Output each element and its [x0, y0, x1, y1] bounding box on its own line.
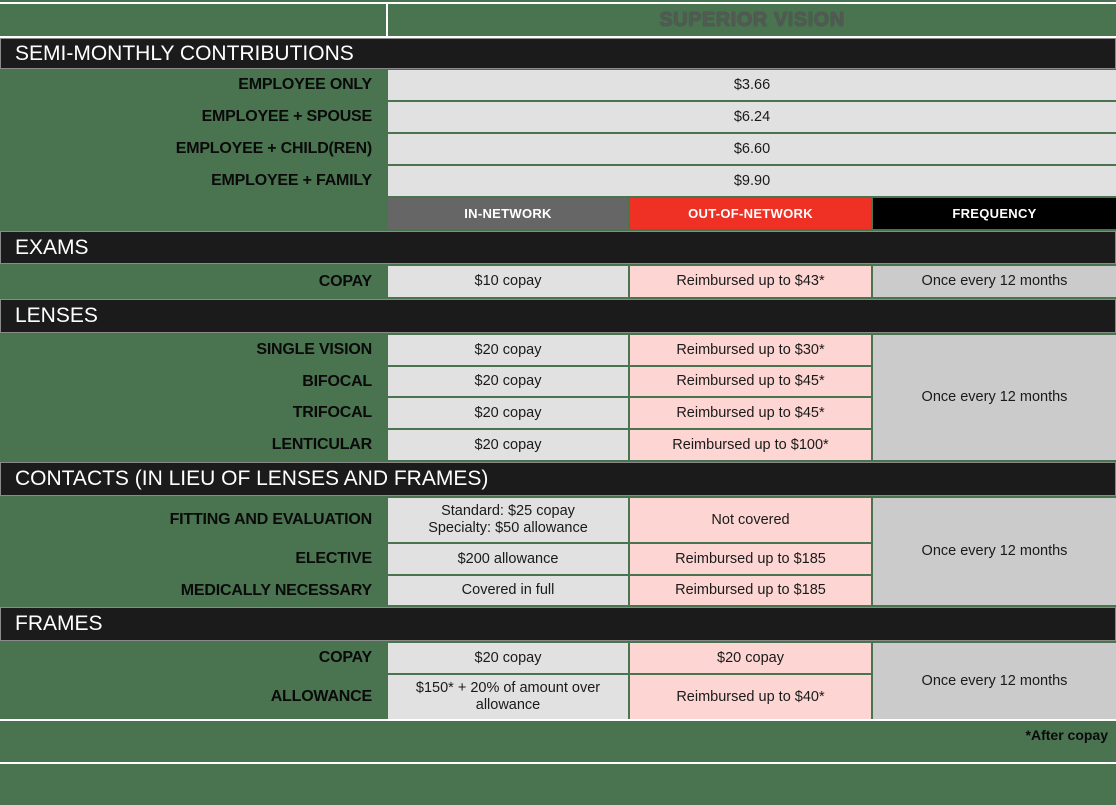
- in-network-cell: $20 copay: [388, 335, 628, 365]
- column-header-out-of-network: OUT-OF-NETWORK: [630, 198, 871, 229]
- section-exams: EXAMS: [0, 231, 1116, 264]
- in-network-line: allowance: [475, 697, 541, 713]
- frequency-cell: Once every 12 months: [873, 335, 1116, 460]
- in-network-cell: $20 copay: [388, 643, 628, 673]
- out-of-network-cell: Reimbursed up to $185: [630, 544, 871, 574]
- section-frames: FRAMES: [0, 607, 1116, 641]
- row-label: BIFOCAL: [2, 367, 386, 396]
- contribution-value: $6.60: [388, 134, 1116, 164]
- section-lenses: LENSES: [0, 299, 1116, 333]
- row-label: COPAY: [2, 266, 386, 297]
- in-network-cell: $20 copay: [388, 367, 628, 396]
- in-network-line: Standard: $25 copay: [441, 503, 575, 519]
- out-of-network-cell: Reimbursed up to $40*: [630, 675, 871, 719]
- in-network-cell: $20 copay: [388, 398, 628, 428]
- header-blank-cell: [2, 4, 386, 36]
- in-network-cell: $200 allowance: [388, 544, 628, 574]
- in-network-cell: Covered in full: [388, 576, 628, 605]
- row-label: SINGLE VISION: [2, 335, 386, 365]
- row-label: ELECTIVE: [2, 544, 386, 574]
- out-of-network-cell: Not covered: [630, 498, 871, 542]
- out-of-network-cell: Reimbursed up to $30*: [630, 335, 871, 365]
- section-contributions: SEMI-MONTHLY CONTRIBUTIONS: [0, 38, 1116, 69]
- in-network-line: Specialty: $50 allowance: [428, 520, 588, 536]
- in-network-cell: [388, 675, 628, 719]
- in-network-line: $150* + 20% of amount over: [415, 680, 601, 696]
- frequency-cell: Once every 12 months: [873, 643, 1116, 719]
- row-label: COPAY: [2, 643, 386, 673]
- in-network-cell: $10 copay: [388, 266, 628, 297]
- out-of-network-cell: Reimbursed up to $45*: [630, 367, 871, 396]
- column-header-blank: [2, 198, 386, 229]
- column-header-in-network: IN-NETWORK: [388, 198, 628, 229]
- row-label: LENTICULAR: [2, 430, 386, 460]
- out-of-network-cell: Reimbursed up to $185: [630, 576, 871, 605]
- out-of-network-cell: Reimbursed up to $100*: [630, 430, 871, 460]
- out-of-network-cell: $20 copay: [630, 643, 871, 673]
- row-label: TRIFOCAL: [2, 398, 386, 428]
- contribution-value: $6.24: [388, 102, 1116, 132]
- in-network-cell: [388, 498, 628, 542]
- row-label: FITTING AND EVALUATION: [2, 498, 386, 542]
- footnote: *After copay: [2, 721, 1116, 762]
- row-label: EMPLOYEE + SPOUSE: [2, 102, 386, 132]
- row-label: EMPLOYEE + FAMILY: [2, 166, 386, 196]
- row-label: ALLOWANCE: [2, 675, 386, 719]
- out-of-network-cell: Reimbursed up to $43*: [630, 266, 871, 297]
- row-label: MEDICALLY NECESSARY: [2, 576, 386, 605]
- bottom-band: [0, 764, 1116, 805]
- column-header-frequency: FREQUENCY: [873, 198, 1116, 229]
- row-label: EMPLOYEE + CHILD(REN): [2, 134, 386, 164]
- out-of-network-cell: Reimbursed up to $45*: [630, 398, 871, 428]
- frequency-cell: Once every 12 months: [873, 266, 1116, 297]
- contribution-value: $9.90: [388, 166, 1116, 196]
- row-label: EMPLOYEE ONLY: [2, 70, 386, 100]
- contribution-value: $3.66: [388, 70, 1116, 100]
- frequency-cell: Once every 12 months: [873, 498, 1116, 605]
- plan-title: SUPERIOR VISION: [388, 4, 1116, 36]
- section-contacts: CONTACTS (IN LIEU OF LENSES AND FRAMES): [0, 462, 1116, 496]
- in-network-cell: $20 copay: [388, 430, 628, 460]
